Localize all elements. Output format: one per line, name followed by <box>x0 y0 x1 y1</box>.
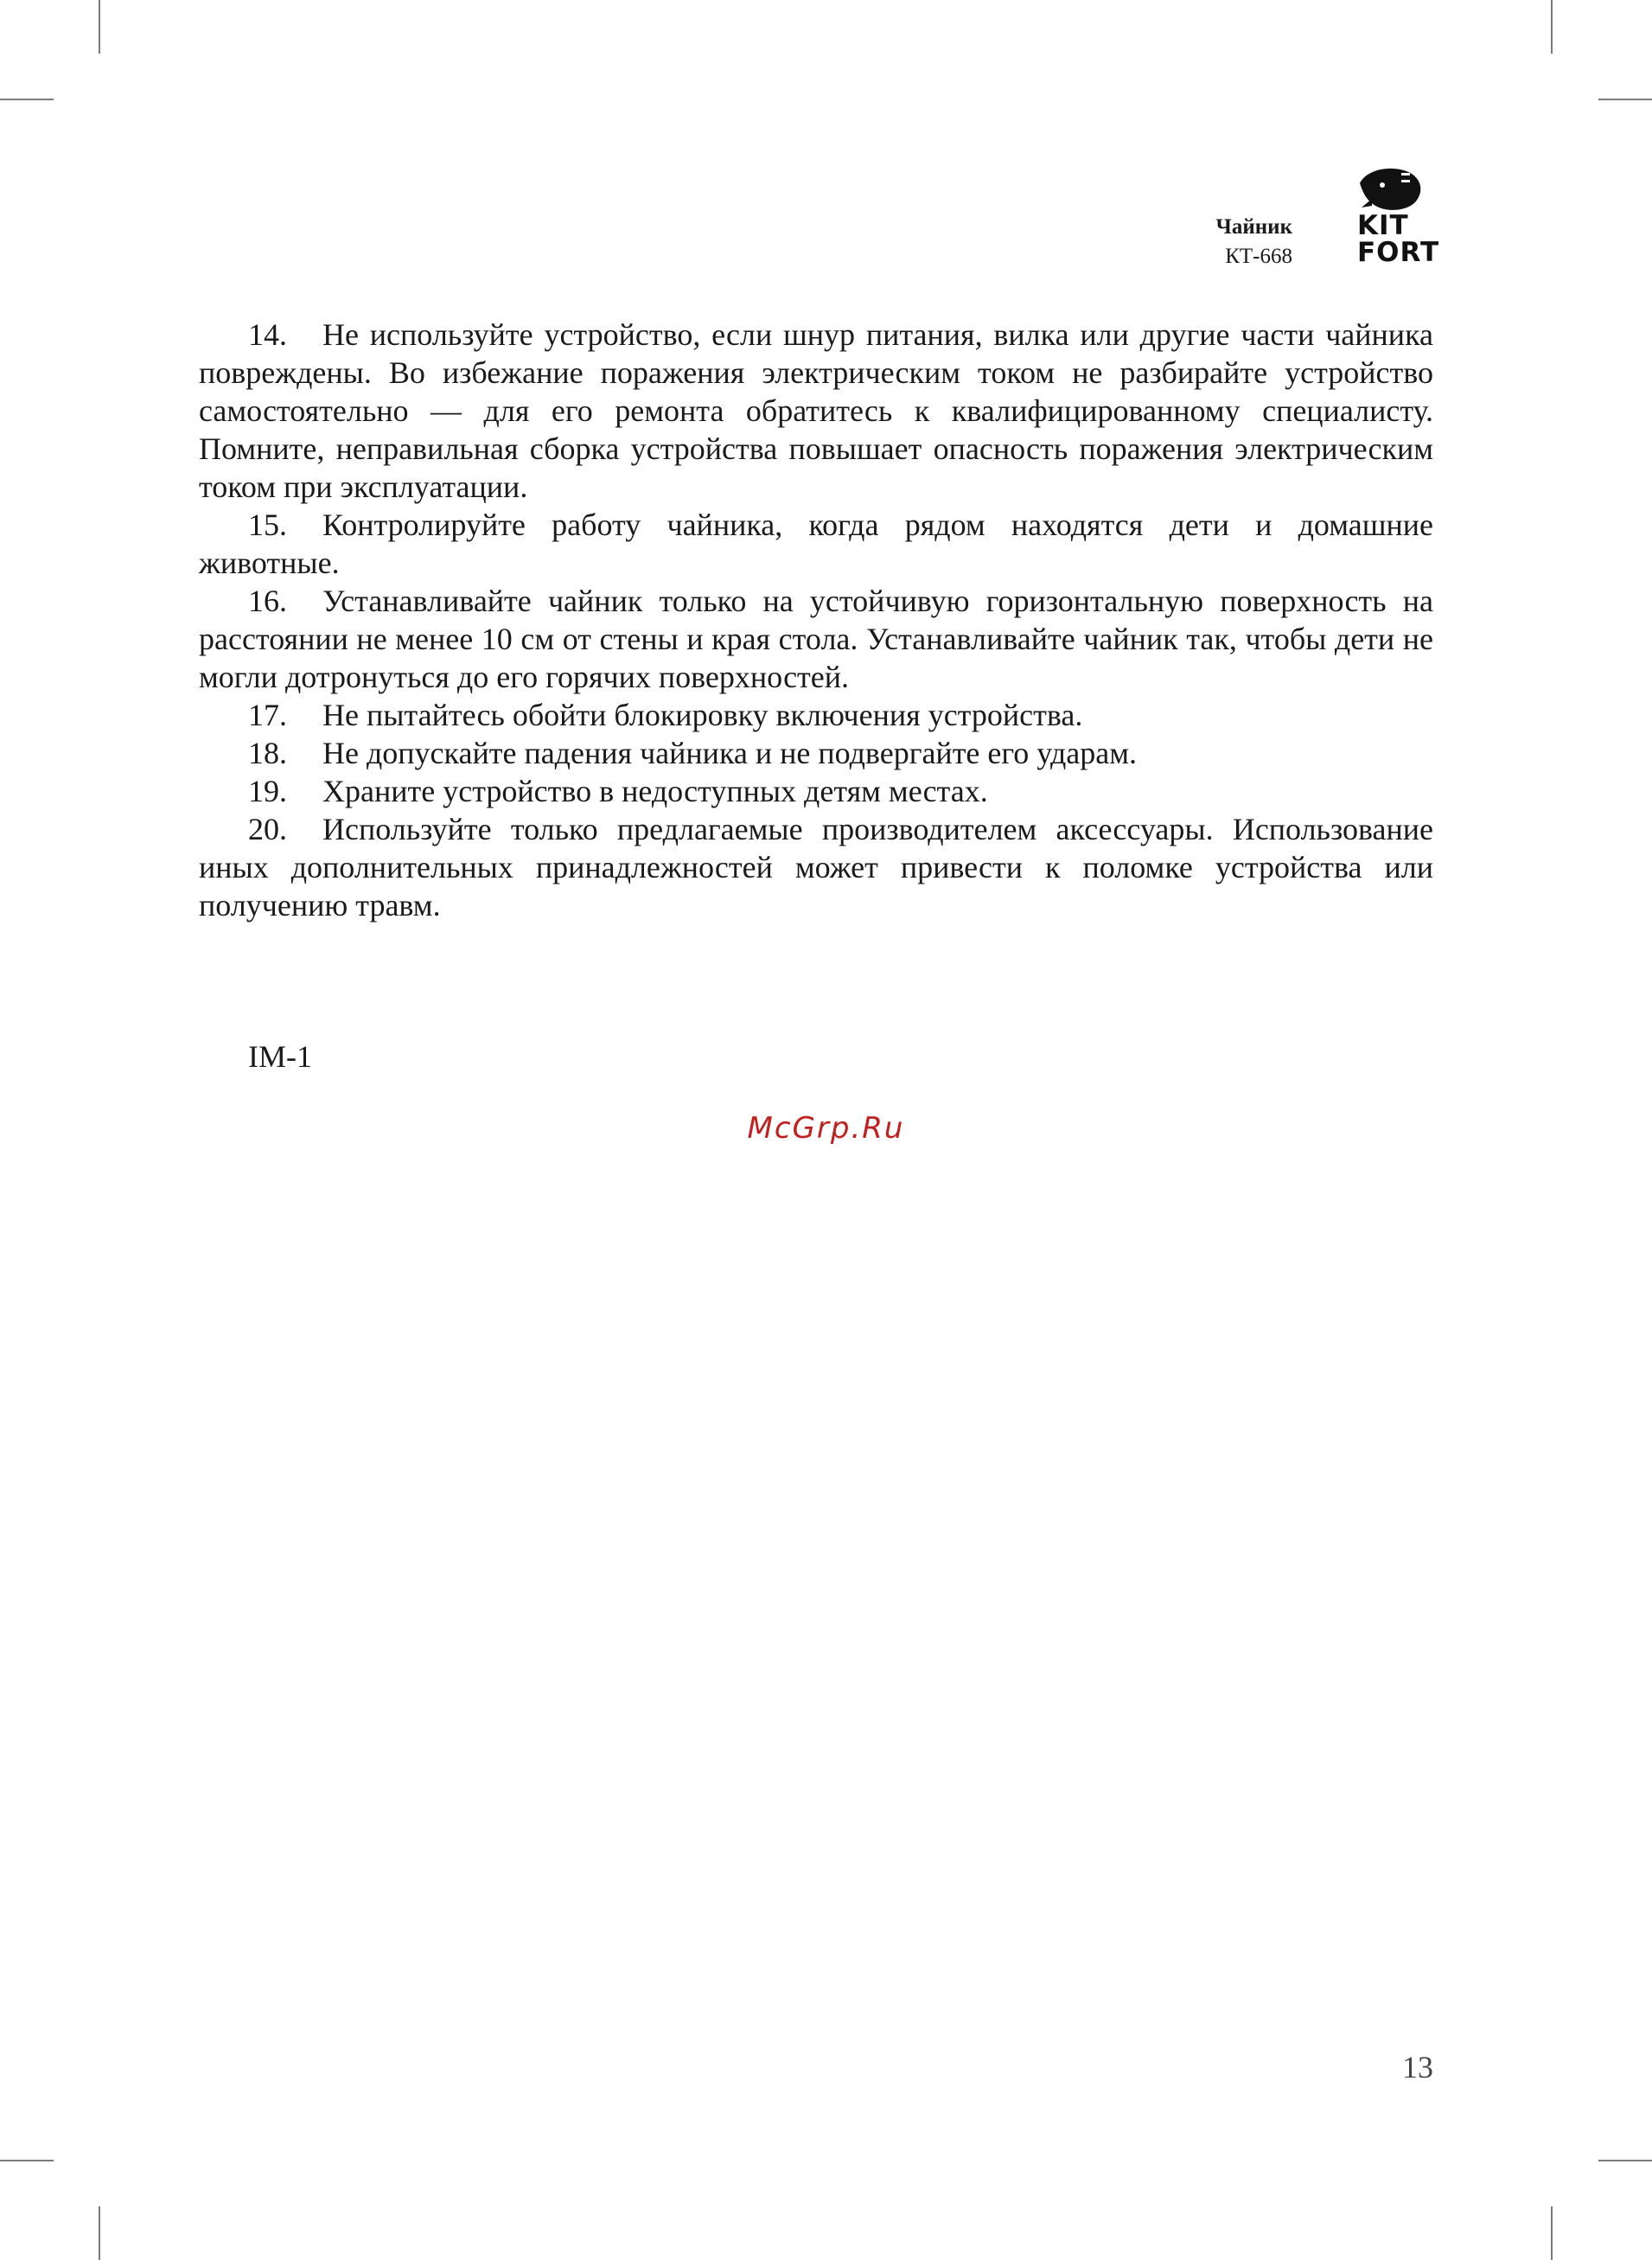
item-number: 15. <box>248 508 287 542</box>
list-item <box>199 734 1433 772</box>
product-info <box>1216 213 1292 271</box>
item-number: 19. <box>248 774 287 808</box>
crop-mark <box>99 0 100 54</box>
logo-line-fort: FORT <box>1357 237 1440 268</box>
item-text: Устанавливайте чайник только на устойчивую горизонтальную поверхность на расстоянии не менее 10 см от стены и края стола. Устанавливайте чайник так, чтобы дети не могли дотронуться до его горячих поверхностей. <box>199 584 1433 694</box>
crop-mark <box>1598 2160 1652 2161</box>
crop-mark <box>1551 2206 1553 2260</box>
instructions-list <box>199 316 1433 924</box>
item-text: Храните устройство в недоступных детям местах. <box>322 774 988 808</box>
item-text: Не допускайте падения чайника и не подвергайте его ударам. <box>322 736 1138 770</box>
crop-mark <box>0 2160 54 2161</box>
item-text: Используйте только предлагаемые производителем аксессуары. Использование иных дополнительных принадлежностей может привести к поломке устройства или получению травм. <box>199 812 1433 923</box>
item-number: 18. <box>248 736 287 770</box>
kitfort-logo <box>1327 164 1440 272</box>
list-item <box>199 810 1433 924</box>
page-number: 13 <box>1402 2050 1433 2084</box>
item-number: 20. <box>248 812 287 846</box>
logo-line-kit: KIT <box>1357 210 1409 241</box>
product-name: Чайник <box>1215 215 1292 239</box>
item-number: 16. <box>248 584 287 618</box>
list-item <box>199 772 1433 810</box>
list-item <box>199 582 1433 696</box>
item-text: Не используйте устройство, если шнур питания, вилка или другие части чайника повреждены. Во избежание поражения электрическим током не разбирайте устройство самостоятельно — для его ремонта обратитесь к квалифицированному специалисту. Помните, неправильная сборка устройства повышает опасность поражения электрическим током при эксплуатации. <box>199 317 1433 504</box>
item-number: 17. <box>248 698 287 732</box>
list-item <box>199 696 1433 734</box>
crop-mark <box>0 99 54 100</box>
list-item <box>199 316 1433 506</box>
whale-plug-icon <box>1353 164 1431 216</box>
page-header <box>1124 164 1440 277</box>
crop-mark <box>99 2206 100 2260</box>
item-text: Контролируйте работу чайника, когда рядом находятся дети и домашние животные. <box>199 508 1433 580</box>
list-item <box>199 506 1433 582</box>
crop-mark <box>1598 99 1652 100</box>
item-number: 14. <box>248 317 287 352</box>
watermark-link[interactable]: McGrp.Ru <box>747 1111 905 1146</box>
crop-mark <box>1551 0 1553 54</box>
im-code: IM-1 <box>248 1039 312 1074</box>
product-model: КТ-668 <box>1225 245 1292 268</box>
logo-text <box>1357 210 1440 268</box>
item-text: Не пытайтесь обойти блокировку включения устройства. <box>322 698 1083 732</box>
